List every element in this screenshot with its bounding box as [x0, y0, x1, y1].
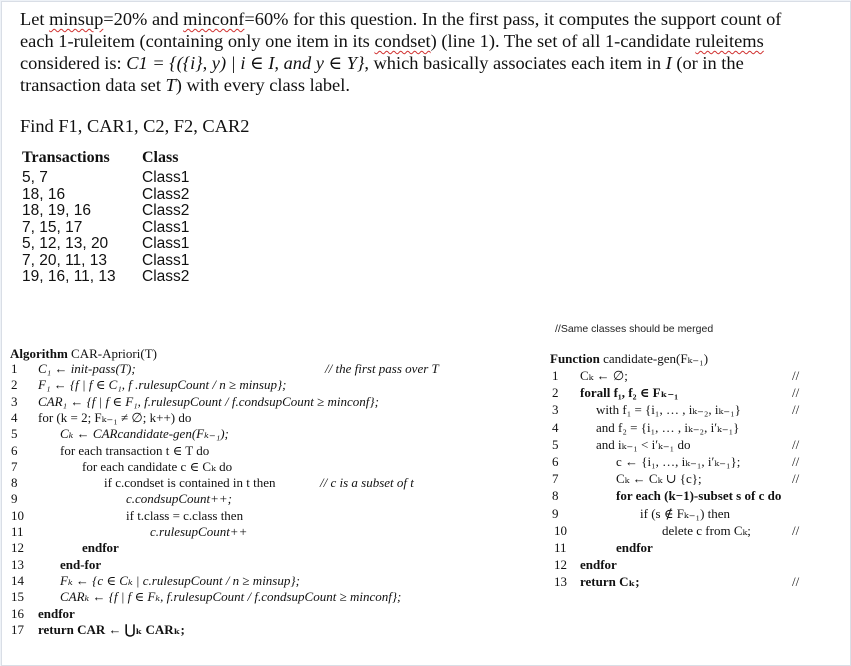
function-line-number: 7	[552, 471, 559, 487]
algorithm-line-text: c.rulesupCount++	[150, 524, 248, 539]
function-line-number: 3	[552, 402, 559, 418]
algorithm-line-text: return CAR ← ⋃ₖ CARₖ;	[38, 621, 185, 637]
question-text: Find F1, CAR1, C2, F2, CAR2	[20, 116, 250, 136]
algorithm-line-text: if c.condset is contained in t then	[104, 475, 276, 491]
algorithm-line-number: 17	[11, 621, 24, 637]
algorithm-line-text: c.condsupCount++;	[126, 491, 233, 507]
intro-line-2: each 1-ruleitem (containing only one item in its condset) (line 1). The set of all 1-candidate ruleitems	[20, 31, 764, 51]
function-line-text: endfor	[580, 557, 617, 573]
function-line-text: endfor	[616, 540, 653, 555]
algorithm-line-text: if t.class = c.class then	[126, 507, 244, 523]
table-cell-class: Class1	[142, 218, 190, 236]
algorithm-line-text: Cₖ ← CARcandidate-gen(Fₖ₋₁);	[60, 426, 229, 442]
algorithm-line-text: F₁ ← {f | f ∈ C₁, f .rulesupCount / n ≥ minsup};	[38, 377, 287, 393]
function-line-comment: //	[792, 385, 800, 401]
table-cell-transactions: 7, 20, 11, 13	[22, 251, 108, 269]
document-page	[1, 1, 851, 666]
table-cell-transactions: 5, 7	[22, 169, 48, 186]
algorithm-line-text: for each candidate c ∈ Cₖ do	[82, 458, 233, 474]
algorithm-line-text: end-for	[60, 556, 102, 572]
table-cell-class: Class2	[142, 202, 190, 219]
algorithm-line-number: 8	[11, 475, 18, 491]
function-line-comment: //	[792, 368, 800, 383]
algorithm-line-number: 3	[11, 393, 18, 409]
intro-line-4: transaction data set T) with every class label.	[20, 75, 350, 95]
function-line-text: if (s ∉ Fₖ₋₁) then	[640, 505, 731, 521]
function-line-number: 10	[554, 522, 567, 538]
algorithm-line-text: for (k = 2; Fₖ₋₁ ≠ ∅; k++) do	[38, 409, 192, 425]
algorithm-line-comment: // the first pass over T	[325, 361, 439, 376]
algorithm-line-number: 2	[11, 377, 18, 393]
function-line-comment: //	[792, 574, 800, 590]
function-line-number: 2	[552, 385, 559, 401]
function-line-comment: //	[792, 522, 800, 538]
function-line-text: with f₁ = {i₁, … , iₖ₋₂, iₖ₋₁}	[596, 402, 741, 418]
table-header-class: Class	[142, 149, 179, 166]
algorithm-line-number: 15	[11, 589, 24, 605]
function-line-text: c ← {i₁, …, iₖ₋₁, i′ₖ₋₁};	[616, 454, 741, 469]
table-cell-transactions: 18, 19, 16	[22, 202, 91, 219]
algorithm-line-text: CAR₁ ← {f | f ∈ F₁, f.rulesupCount / f.condsupCount ≥ minconf};	[38, 393, 379, 409]
algorithm-line-text: Fₖ ← {c ∈ Cₖ | c.rulesupCount / n ≥ minsup};	[60, 572, 300, 588]
table-cell-class: Class1	[142, 235, 190, 252]
algorithm-line-number: 6	[11, 442, 18, 458]
function-line-text: for each (k−1)-subset s of c do	[616, 488, 782, 504]
algorithm-line-text: endfor	[82, 540, 119, 556]
intro-line-1: Let minsup=20% and minconf=60% for this question. In the first pass, it computes the support count of	[20, 9, 782, 29]
algorithm-line-comment: // c is a subset of t	[320, 475, 414, 491]
function-line-number: 6	[552, 454, 559, 469]
table-cell-transactions: 18, 16	[22, 185, 66, 203]
merge-note: //Same classes should be merged	[555, 323, 714, 335]
algorithm-line-number: 5	[11, 426, 18, 442]
algorithm-line-number: 9	[11, 491, 18, 507]
function-line-text: delete c from Cₖ;	[662, 522, 751, 538]
function-line-comment: //	[792, 402, 800, 418]
algorithm-line-number: 16	[11, 605, 24, 621]
function-line-number: 8	[552, 488, 559, 504]
table-cell-class: Class1	[142, 169, 190, 186]
table-cell-transactions: 7, 15, 17	[22, 218, 83, 236]
algorithm-line-number: 10	[11, 507, 24, 523]
intro-paragraph	[20, 8, 850, 96]
table-header-transactions: Transactions	[22, 149, 110, 166]
function-line-text: Cₖ ← Cₖ ∪ {c};	[616, 471, 702, 487]
function-line-text: and f₂ = {i₁, … , iₖ₋₂, i′ₖ₋₁}	[596, 419, 740, 435]
table-cell-class: Class1	[142, 251, 190, 269]
function-line-number: 5	[552, 436, 559, 452]
algorithm-line-number: 1	[11, 361, 18, 376]
algorithm-title: Algorithm CAR-Apriori(T)	[10, 346, 157, 361]
function-line-number: 9	[552, 505, 559, 521]
function-line-number: 12	[554, 557, 567, 573]
table-cell-class: Class2	[142, 185, 190, 203]
algorithm-line-number: 4	[11, 409, 18, 425]
algorithm-line-number: 14	[11, 572, 24, 588]
algorithm-line-text: CARₖ ← {f | f ∈ Fₖ, f.rulesupCount / f.condsupCount ≥ minconf};	[60, 589, 402, 605]
table-cell-class: Class2	[142, 268, 190, 285]
table-cell-transactions: 19, 16, 11, 13	[22, 268, 116, 285]
function-title: Function candidate-gen(Fₖ₋₁)	[550, 351, 709, 366]
algorithm-line-number: 7	[11, 458, 18, 474]
function-line-comment: //	[792, 454, 800, 469]
algorithm-line-text: for each transaction t ∈ T do	[60, 442, 210, 458]
intro-line-3: considered is: C1 = {({i}, y) | i ∈ I, and y ∈ Y}, which basically associates each item in I (or in the	[20, 53, 744, 73]
function-line-text: and iₖ₋₁ < i′ₖ₋₁ do	[596, 436, 691, 452]
function-line-number: 11	[554, 540, 567, 555]
algorithm-line-text: C₁ ← init-pass(T);	[38, 361, 136, 376]
table-cell-transactions: 5, 12, 13, 20	[22, 235, 109, 252]
algorithm-line-number: 11	[11, 524, 24, 539]
algorithm-line-number: 13	[11, 556, 24, 572]
function-line-number: 1	[552, 368, 559, 383]
function-line-text: return Cₖ;	[580, 574, 640, 590]
function-line-comment: //	[792, 471, 800, 487]
function-line-text: Cₖ ← ∅;	[580, 368, 628, 383]
function-line-text: forall f₁, f₂ ∈ Fₖ₋₁	[580, 385, 679, 401]
algorithm-line-number: 12	[11, 540, 24, 556]
function-line-number: 4	[552, 419, 559, 435]
function-line-comment: //	[792, 436, 800, 452]
algorithm-line-text: endfor	[38, 605, 75, 621]
function-line-number: 13	[554, 574, 567, 590]
